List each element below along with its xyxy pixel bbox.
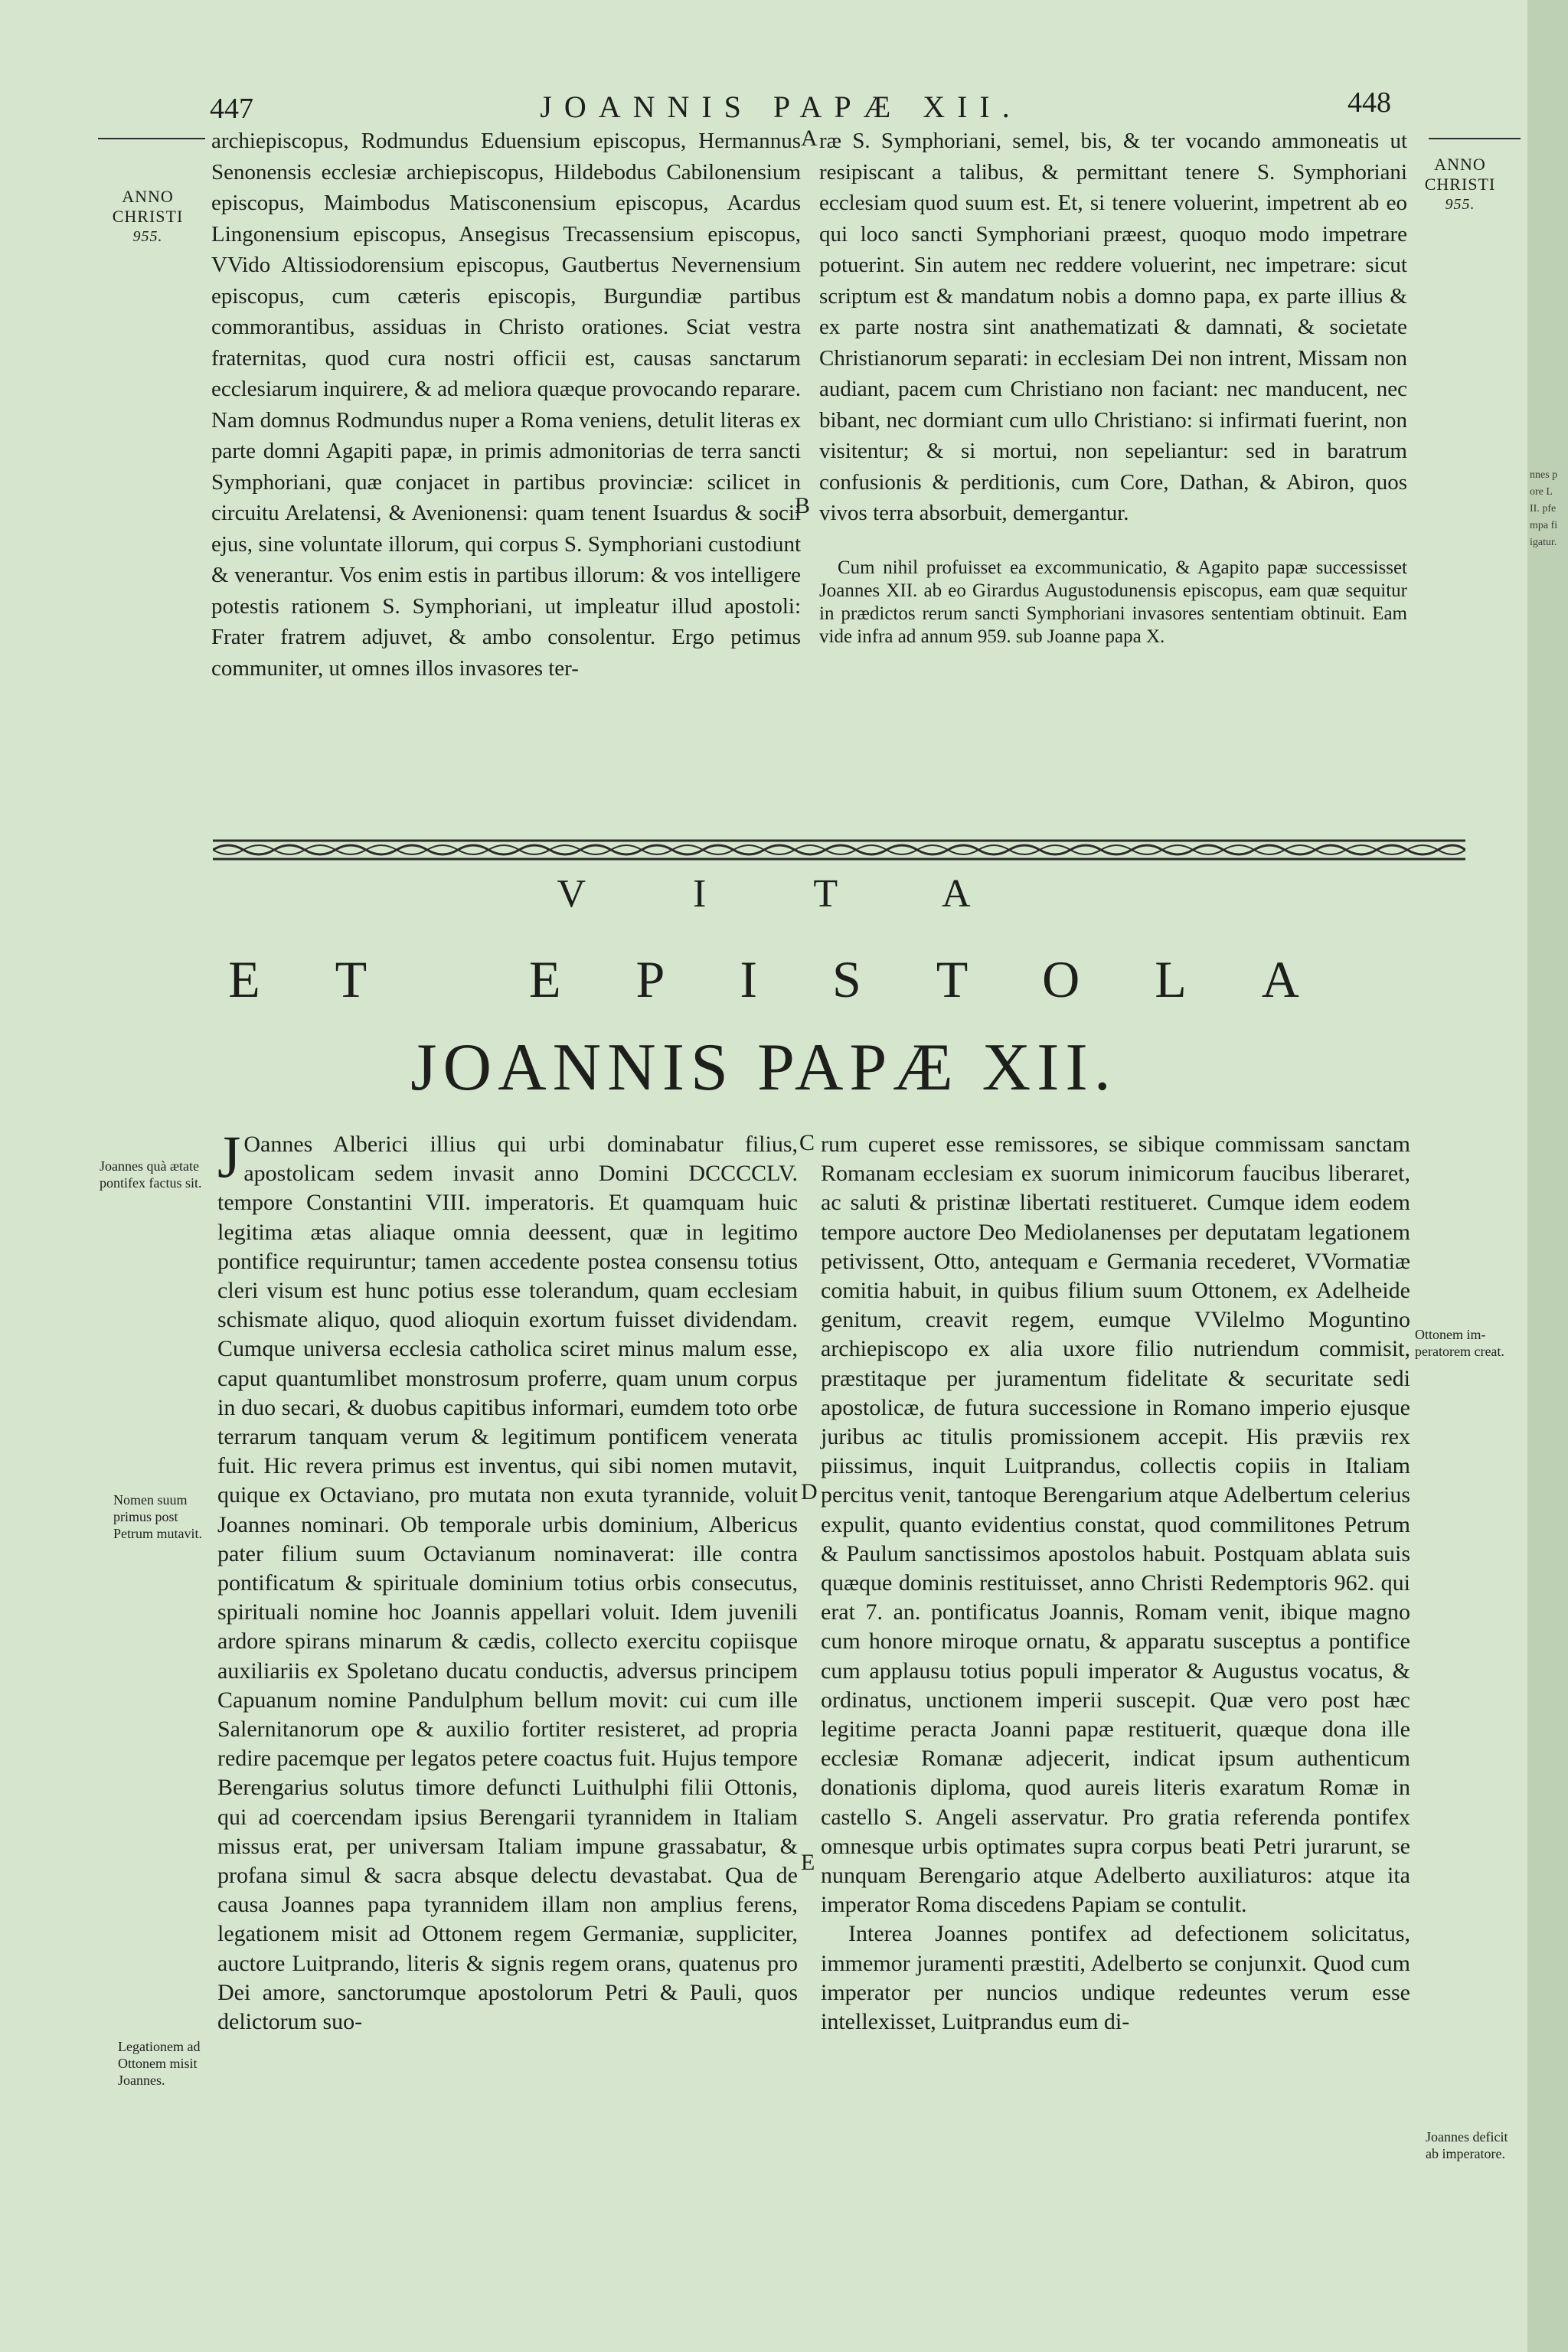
adjacent-page-edge [1527, 0, 1568, 2352]
bottom-left-text: Oannes Alberici illius qui urbi dominabatur filius, apostolicam sedem invasit anno Domini DCCCCLV. tempore Constantini VIII. imperatoris. Et quamquam huic legitima ætas aliaque omnia deessent, quæ in legitimo pontifice requiruntur; tamen accedente postea consensu totius cleri visum est hunc potius esse tolerandum, quam ecclesiam schismate aliquo, quod alioquin exortum fuisset dividendam. Cumque universa ecclesia catholica sciret minus malum esse, caput quantumlibet monstrosum proferre, quam unum corpus in duo secari, & duobus capitibus informari, eumdem toto orbe terrarum tanquam verum & legitimum pontificem venerata fuit. Hic revera primus est inventus, qui sibi nomen mutavit, quique ex Octaviano, pro mutata non exuta tyrannide, voluit Joannes nominari. Ob temporale urbis dominium, Albericus pater filium suum Octavianum nominaverat: ille contra pontificatum & spirituale dominium totius orbis consecutus, spirituali nomine hoc Joannis appellari voluit. Idem juvenili ardore spirans minarum & cædis, collecto exercitu copiisque auxiliariis ex Spoletano ducatu conductis, adversus principem Capuanum nomine Pandulphum bellum movit: cui cum ille Salernitanorum ope & auxilio fortiter resisteret, ad propria redire pacemque per legatos petere coactus fuit. Hujus tempore Berengarius solutus timore defuncti Luithulphi filii Ottonis, qui ad coercendam ipsius Berengarii tyrannidem in Italiam missus erat, per universam Italiam impune grassabatur, & profana simul & sacra absque delectu devastabat. Qua de causa Joannes papa tyrannidem illam non amplius ferens, legationem misit ad Ottonem regem Germaniæ, suppliciter, auctore Luitprando, literis & signis regem orans, quatenus pro Dei amore, sanctorumque apostolorum Petri & Pauli, quos delictorum suo- [217, 1132, 798, 2035]
margin-year-right [1410, 155, 1510, 214]
margin-year-right-line: CHRISTI [1424, 175, 1496, 194]
margin-year-left [90, 187, 205, 247]
ornament-band [213, 838, 1465, 862]
heading-et-epistola: ET EPISTOLA [228, 950, 1374, 1008]
running-title: JOANNIS PAPÆ XII. [540, 90, 1022, 124]
rule-right [1429, 138, 1521, 139]
drop-cap: J [217, 1123, 241, 1190]
top-right-column [819, 126, 1407, 648]
edge-fragment: mpa fi [1530, 520, 1558, 531]
edge-fragment: nnes p [1530, 469, 1558, 481]
bottom-right-column [821, 1130, 1410, 2037]
edge-fragment: ore L [1530, 486, 1553, 498]
margin-note-nomen: Nomen suum primus post Petrum mutavit. [113, 1492, 202, 1541]
bottom-left-column [217, 1123, 798, 2037]
margin-note-pontifex: Joannes quà ætate pontifex factus sit. [100, 1158, 202, 1191]
margin-year-left-line: ANNO [122, 187, 174, 206]
rule-left [98, 138, 205, 139]
edge-fragment: igatur. [1530, 537, 1557, 548]
margin-note-defection: Joannes deficit ab imperatore. [1426, 2129, 1508, 2161]
margin-year-right-line: ANNO [1434, 155, 1486, 174]
ref-letter-c: C [799, 1130, 815, 1155]
footnote: Cum nihil profuisset ea excommunicatio, & Agapito papæ successisset Joannes XII. ab eo Girardus Augustodunensis episcopus, eam quæ sequitur in prædictos rerum sancti Symphoriani invasores sententiam obtinuit. Eam vide infra ad annum 959. sub Joanne papa X. [819, 557, 1407, 647]
heading-joannis-papae: JOANNIS PAPÆ XII. [410, 1031, 1117, 1105]
top-left-text: archiepiscopus, Rodmundus Eduensium episcopus, Hermannus Senonensis ecclesiæ archiepiscopus, Hildebodus Cabilonensium episcopus, Maimbodus Matisconensium episcopus, Acardus Lingonensium episcopus, Ansegisus Trecassensium episcopus, VVido Altissiodorensium episcopus, Gautbertus Nevernensium episcopus, cum cæteris episcopis, Burgundiæ partibus commorantibus, assiduas in Christo orationes. Sciat vestra fraternitas, quod cura nostri officii est, causas sanctarum ecclesiarum inquirere, & ad meliora quæque provocando reparare. Nam domnus Rodmundus nuper a Roma veniens, detulit literas ex parte domni Agapiti papæ, in primis admonitorias de terra sancti Symphoriani, quæ conjacet in partibus provinciæ: scilicet in circuitu Arelatensi, & Avenionensi: quam tenent Isuardus & socii ejus, sine voluntate illorum, qui corpus S. Symphoriani custodiunt & venerantur. Vos enim estis in partibus illorum: & vos intelligere potestis rationem S. Symphoriani, ut impleatur illud apostoli: Frater fratrem adjuvet, & ambo consolentur. Ergo petimus communiter, ut omnes illos invasores ter- [211, 129, 801, 681]
heading-vita: VITA [557, 872, 1078, 916]
page-number-left: 447 [210, 93, 253, 125]
margin-year-right-line: 955. [1445, 196, 1475, 213]
top-right-text: ræ S. Symphoriani, semel, bis, & ter vocando ammoneatis ut resipiscant a talibus, & permittant tenere S. Symphoriani ecclesiam quod suum est. Et, si tenere voluerint, impetrent ab eo qui loco sancti Symphoriani præest, quoquo modo impetrare potuerint. Sin autem nec reddere voluerint, nec impetrare: sicut scriptum est & mandatum nobis a domno papa, ex parte illius & ex parte nostra sint anathematizati & damnati, & societate Christianorum separati: in ecclesiam Dei non intrent, Missam non audiant, pacem cum Christiano non faciant: nec manducent, nec bibant, nec dormiant cum ullo Christiano: si infirmati fuerint, non visitentur; & si mortui, non sepeliantur: sed in baratrum confusionis & perditionis, cum Core, Dathan, & Abiron, quos vivos terra absorbuit, demergantur. [819, 129, 1407, 525]
margin-year-left-line: 955. [132, 228, 163, 245]
ref-letter-e: E [801, 1850, 815, 1875]
margin-note-legationem: Legationem ad Ottonem misit Joannes. [118, 2039, 201, 2088]
edge-fragment: II. pfe [1530, 503, 1557, 514]
margin-year-left-line: CHRISTI [112, 207, 184, 226]
ref-letter-a: A [801, 126, 818, 151]
bottom-right-text-2: Interea Joannes pontifex ad defectionem solicitatus, immemor juramenti præstiti, Adelberto se conjunxit. Quod cum imperator per nuncios undique redeuntes verum esse intellexisset, Luitprandus eum di- [821, 1921, 1410, 2035]
page-number-right: 448 [1348, 87, 1391, 119]
margin-note-ottonem: Ottonem imperatorem creat. [1415, 1327, 1504, 1359]
top-left-column [211, 126, 801, 684]
ref-letter-b: B [795, 493, 811, 518]
edge-note-fragment [1530, 467, 1566, 551]
bottom-right-text-1: rum cuperet esse remissores, se sibique commissam sanctam Romanam ecclesiam ex suorum inimicorum faucibus liberaret, ac saluti & pristinæ libertati restitueret. Cumque idem eodem tempore auctore Deo Mediolanenses per deputatam legationem petivissent, Otto, antequam e Germania recederet, VVormatiæ comitia habuit, in quibus filium suum Ottonem, ex Adelheide genitum, creavit regem, eumque VVilelmo Moguntino archiepiscopo ex alia uxore filio nutriendum commisit, præstitaque per juramentum fidelitate & securitate sedi apostolicæ, de futura successione in Romano imperio ejusque juribus ac titulis promissionem accepit. His præviis rex piissimus, inquit Luitprandus, collectis copiis in Italiam percitus venit, tantoque Berengarium atque Adelbertum celerius expulit, quanto evidentius constat, quod commilitones Petrum & Paulum sanctissimos apostolos habuit. Postquam ablata suis quæque dominis restituisset, anno Christi Redemptoris 962. qui erat 7. an. pontificatus Joannis, Romam venit, ibique magno cum honore miroque ornatu, & apparatu susceptus a pontifice cum applausu totius populi imperator & Augustus vocatus, & ordinatus, unctionem imperii suscepit. Quæ vero post hæc legitime peracta Joanni papæ restituerit, quæque dona ille ecclesiæ Romanæ adjecerit, indicat ipsum authenticum donationis diploma, quod aureis literis exaratum Romæ in castello S. Angeli asservatur. Pro gratia referenda pontifex omnesque urbis optimates supra corpus beati Petri jurarunt, se nunquam Berengario atque Adelberto auxiliaturos: atque ita imperator Roma discedens Papiam se contulit. [821, 1132, 1410, 1918]
ref-letter-d: D [801, 1479, 818, 1504]
